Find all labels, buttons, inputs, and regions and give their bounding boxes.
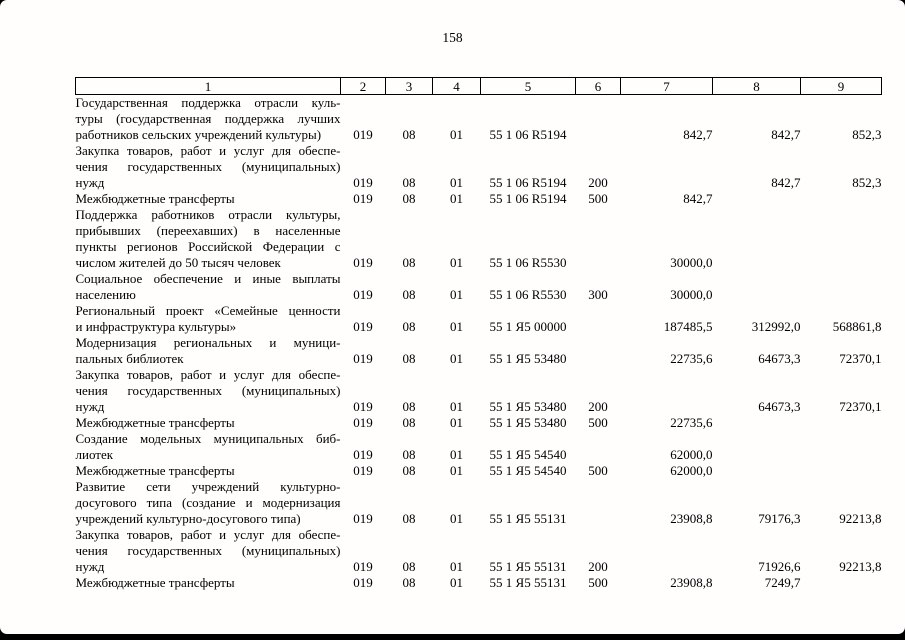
cell-col2: 019: [353, 287, 373, 302]
cell-col7: [621, 367, 713, 415]
cell-col7: 62000,0: [670, 447, 713, 462]
cell-col4: 01: [450, 559, 463, 574]
cell-col8: 842,7: [771, 175, 801, 190]
cell-col8: 71926,6: [758, 559, 801, 574]
cell-col8: 312992,0: [751, 319, 801, 334]
cell-col3: 08: [402, 415, 416, 430]
table-row: [76, 191, 882, 207]
cell-col5: 55 1 06 R5194: [489, 191, 567, 206]
cell-col6: [576, 479, 621, 527]
cell-col4: 01: [450, 255, 463, 270]
cell-col7: 30000,0: [670, 287, 713, 302]
cell-col2: 019: [353, 511, 373, 526]
cell-col5: 55 1 06 R5194: [489, 175, 567, 190]
description-cell: Межбюджетные трансферты: [75, 415, 235, 430]
table-row: [76, 431, 882, 463]
cell-col6: [576, 207, 621, 271]
cell-col3: 08: [402, 463, 416, 478]
cell-col9: [801, 463, 882, 479]
table-row: [76, 207, 882, 271]
table-row: [76, 367, 882, 415]
table-row: [76, 415, 882, 431]
cell-col4: 01: [450, 399, 463, 414]
cell-col3: 08: [402, 351, 416, 366]
description-cell: Закупка товаров, работ и услуг для обеспе- чения государственных (муниципальных) нужд: [75, 367, 341, 414]
cell-col6: 500: [588, 575, 608, 590]
cell-col5: 55 1 Я5 00000: [489, 319, 567, 334]
cell-col5: 55 1 Я5 53480: [489, 351, 567, 366]
cell-col5: 55 1 Я5 55131: [489, 559, 567, 574]
cell-col8: [713, 271, 801, 303]
description-cell: Поддержка работников отрасли культуры, прибывших (переехавших) в населенные пункты регионов Российской Федерации с числом жителей до 50 тысяч человек: [75, 207, 341, 270]
cell-col6: [576, 95, 621, 144]
table-row: [76, 479, 882, 527]
table-row: [76, 303, 882, 335]
cell-col7: 842,7: [683, 191, 713, 206]
description-cell: Развитие сети учреждений культурно- досугового типа (создание и модернизация учреждений культурно-досугового типа): [75, 479, 341, 526]
cell-col9: [801, 575, 882, 591]
cell-col7: [621, 143, 713, 191]
cell-col2: 019: [353, 559, 373, 574]
budget-table: [75, 77, 882, 591]
description-cell: Закупка товаров, работ и услуг для обеспе- чения государственных (муниципальных) нужд: [75, 527, 341, 574]
cell-col7: [621, 527, 713, 575]
cell-col5: 55 1 Я5 55131: [489, 575, 567, 590]
cell-col2: 019: [353, 575, 373, 590]
cell-col5: 55 1 Я5 53480: [489, 399, 567, 414]
cell-col9: 72370,1: [839, 399, 882, 414]
cell-col4: 01: [450, 127, 463, 142]
cell-col8: [713, 415, 801, 431]
cell-col8: 842,7: [771, 127, 801, 142]
cell-col7: 187485,5: [663, 319, 713, 334]
cell-col8: [713, 207, 801, 271]
cell-col7: 30000,0: [670, 255, 713, 270]
cell-col4: 01: [450, 175, 463, 190]
cell-col2: 019: [353, 463, 373, 478]
cell-col3: 08: [402, 447, 416, 462]
cell-col5: 55 1 06 R5530: [489, 287, 567, 302]
cell-col2: 019: [353, 255, 373, 270]
cell-col9: [801, 415, 882, 431]
cell-col4: 01: [450, 575, 463, 590]
cell-col7: 23908,8: [670, 575, 713, 590]
cell-col6: 200: [588, 175, 608, 190]
cell-col9: [801, 431, 882, 463]
cell-col7: 23908,8: [670, 511, 713, 526]
cell-col5: 55 1 Я5 55131: [489, 511, 567, 526]
table-header-cell: 6: [576, 78, 621, 95]
cell-col3: 08: [402, 287, 416, 302]
cell-col3: 08: [402, 399, 416, 414]
cell-col6: [576, 303, 621, 335]
cell-col6: 200: [588, 559, 608, 574]
cell-col7: 842,7: [683, 127, 713, 142]
table-row: [76, 463, 882, 479]
page-number: 158: [442, 30, 463, 45]
table-header-row: [76, 78, 882, 95]
cell-col4: 01: [450, 287, 463, 302]
table-row: [76, 527, 882, 575]
description-cell: Создание модельных муниципальных биб- лиотек: [75, 431, 341, 462]
cell-col8: [713, 431, 801, 463]
cell-col2: 019: [353, 127, 373, 142]
table-header-cell: 7: [621, 78, 713, 95]
description-cell: Закупка товаров, работ и услуг для обеспе- чения государственных (муниципальных) нужд: [75, 143, 341, 190]
cell-col3: 08: [402, 559, 416, 574]
description-cell: Межбюджетные трансферты: [75, 575, 235, 590]
table-body: [76, 95, 882, 592]
table-row: [76, 575, 882, 591]
cell-col4: 01: [450, 511, 463, 526]
cell-col2: 019: [353, 319, 373, 334]
table-row: [76, 271, 882, 303]
cell-col3: 08: [402, 127, 416, 142]
cell-col6: [576, 335, 621, 367]
cell-col6: 300: [588, 287, 608, 302]
cell-col5: 55 1 Я5 54540: [489, 447, 567, 462]
cell-col7: 62000,0: [670, 463, 713, 478]
cell-col6: 500: [588, 463, 608, 478]
cell-col5: 55 1 06 R5530: [489, 255, 567, 270]
description-cell: Модернизация региональных и муници- пальных библиотек: [75, 335, 341, 366]
table-header-cell: 5: [481, 78, 576, 95]
cell-col3: 08: [402, 175, 416, 190]
cell-col6: [576, 431, 621, 463]
cell-col3: 08: [402, 575, 416, 590]
cell-col3: 08: [402, 255, 416, 270]
cell-col4: 01: [450, 447, 463, 462]
cell-col5: 55 1 Я5 53480: [489, 415, 567, 430]
cell-col9: [801, 191, 882, 207]
description-cell: Социальное обеспечение и иные выплаты населению: [75, 271, 341, 302]
table-row: [76, 335, 882, 367]
cell-col9: [801, 271, 882, 303]
cell-col3: 08: [402, 319, 416, 334]
cell-col4: 01: [450, 319, 463, 334]
cell-col8: 79176,3: [758, 511, 801, 526]
table-row: [76, 95, 882, 144]
cell-col2: 019: [353, 399, 373, 414]
cell-col8: 64673,3: [758, 399, 801, 414]
cell-col8: 7249,7: [764, 575, 801, 590]
cell-col2: 019: [353, 447, 373, 462]
cell-col9: 852,3: [852, 175, 882, 190]
cell-col9: 568861,8: [832, 319, 882, 334]
cell-col4: 01: [450, 191, 463, 206]
cell-col9: 92213,8: [839, 511, 882, 526]
table-header-cell: 1: [76, 78, 341, 95]
cell-col7: 22735,6: [670, 415, 713, 430]
cell-col4: 01: [450, 463, 463, 478]
cell-col3: 08: [402, 191, 416, 206]
description-cell: Межбюджетные трансферты: [75, 191, 235, 206]
cell-col4: 01: [450, 351, 463, 366]
cell-col2: 019: [353, 351, 373, 366]
cell-col8: 64673,3: [758, 351, 801, 366]
cell-col3: 08: [402, 511, 416, 526]
table-row: [76, 143, 882, 191]
cell-col6: 500: [588, 415, 608, 430]
cell-col6: 500: [588, 191, 608, 206]
cell-col9: 72370,1: [839, 351, 882, 366]
cell-col9: 92213,8: [839, 559, 882, 574]
cell-col2: 019: [353, 175, 373, 190]
cell-col8: [713, 191, 801, 207]
table-header-cell: 9: [801, 78, 882, 95]
cell-col7: 22735,6: [670, 351, 713, 366]
description-cell: Межбюджетные трансферты: [75, 463, 235, 478]
cell-col9: [801, 207, 882, 271]
description-cell: Государственная поддержка отрасли куль- туры (государственная поддержка лучших работников сельских учреждений культуры): [75, 95, 341, 142]
cell-col5: 55 1 Я5 54540: [489, 463, 567, 478]
table-header-cell: 8: [713, 78, 801, 95]
cell-col4: 01: [450, 415, 463, 430]
table-header-cell: 3: [386, 78, 433, 95]
cell-col8: [713, 463, 801, 479]
cell-col2: 019: [353, 415, 373, 430]
cell-col9: 852,3: [852, 127, 882, 142]
cell-col2: 019: [353, 191, 373, 206]
cell-col6: 200: [588, 399, 608, 414]
table-header-cell: 2: [341, 78, 386, 95]
description-cell: Региональный проект «Семейные ценности и инфраструктура культуры»: [75, 303, 341, 334]
cell-col5: 55 1 06 R5194: [489, 127, 567, 142]
table-header-cell: 4: [433, 78, 481, 95]
